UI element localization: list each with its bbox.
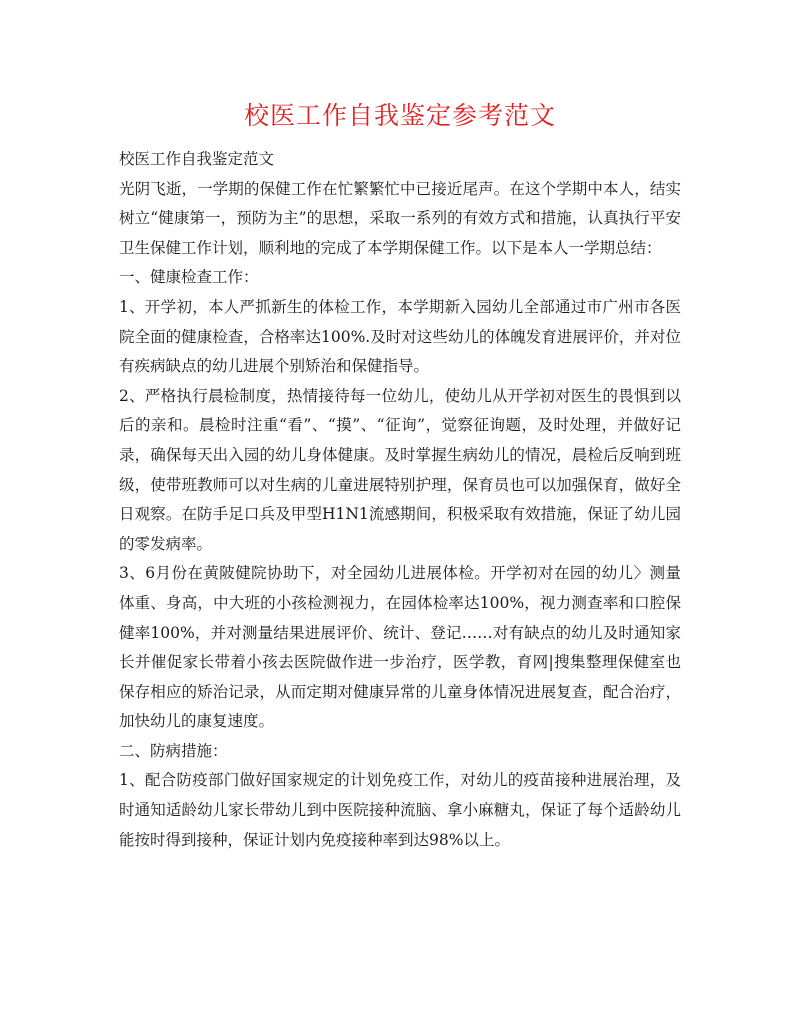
- disease-prevention-item-1: 1、配合防疫部门做好国家规定的计划免疫工作，对幼儿的疫苗接种进展治理，及时通知适龄幼儿家长带幼儿到中医院接种流脑、拿小麻糖丸，保证了每个适龄幼儿能按时得到接种，保证计划内免疫接种率到达98%以上。: [119, 771, 681, 849]
- health-check-item-2: 2、严格执行晨检制度，热情接待每一位幼儿，使幼儿从开学初对医生的畏惧到以后的亲和。晨检时注重“看”、“摸”、“征询”，觉察征询题，及时处理，并做好记录，确保每天出入园的幼儿身体健康。及时掌握生病幼儿的情况，晨检后反响到班级，使带班教师可以对生病的儿童进展特别护理，保育员也可以加强保育，做好全日观察。在防手足口兵及甲型H1N1流感期间，积极采取有效措施，保证了幼儿园的零发病率。: [119, 386, 681, 553]
- intro-paragraph: 光阴飞逝，一学期的保健工作在忙繁繁忙中已接近尾声。在这个学期中本人，结实树立“健康第一，预防为主”的思想，采取一系列的有效方式和措施，认真执行平安卫生保健工作计划，顺利地的完成了本学期保健工作。以下是本人一学期总结：: [119, 179, 681, 257]
- document-body: [119, 145, 681, 855]
- section-heading-health-check: 一、健康检查工作：: [119, 268, 259, 287]
- document-title: 校医工作自我鉴定参考范文: [243, 101, 556, 130]
- health-check-item-3: 3、6月份在黄陂健院协助下，对全园幼儿进展体检。开学初对在园的幼儿〉测量体重、身高，中大班的小孩检测视力，在园体检率达100%，视力测查率和口腔保健率100%，并对测量结果进展评价、统计、登记……对有缺点的幼儿及时通知家长并催促家长带着小孩去医院做作进一步治疗，医学教，育网|搜集整理保健室也保存相应的矫治记录，从而定期对健康异常的儿童身体情况进展复查，配合治疗，加快幼儿的康复速度。: [119, 564, 681, 731]
- subtitle-paragraph: 校医工作自我鉴定范文: [119, 150, 275, 168]
- health-check-item-1: 1、开学初，本人严抓新生的体检工作，本学期新入园幼儿全部通过市广州市各医院全面的健康检查，合格率达100%.及时对这些幼儿的体魄发育进展评价，并对位有疾病缺点的幼儿进展个别矫治和保健指导。: [119, 297, 681, 376]
- section-heading-disease-prevention: 二、防病措施：: [119, 741, 228, 760]
